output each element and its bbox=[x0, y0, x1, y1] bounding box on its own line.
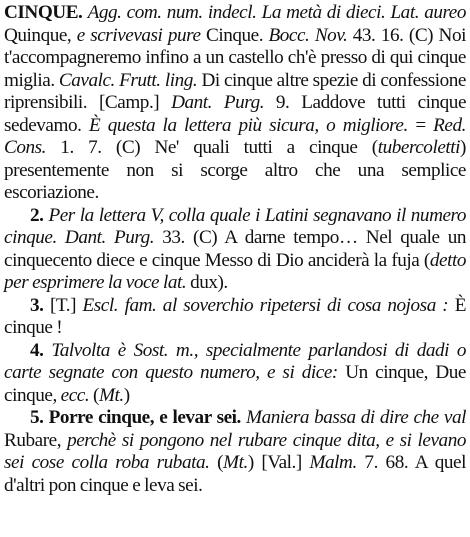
bold-text-run: CINQUE. bbox=[4, 2, 83, 23]
text-run: 33. (C) A darne tempo… Nel quale un cinquecento diece e cinque Messo di Dio anciderà la fuja ( bbox=[4, 227, 466, 271]
text-run: Rubare, bbox=[4, 429, 68, 451]
text-run: Cinque. bbox=[200, 24, 269, 46]
bold-text-run: Porre cinque, e levar sei. bbox=[48, 407, 241, 428]
italic-text-run: Escl. fam. al soverchio ripetersi di cosa nojosa : bbox=[82, 294, 449, 316]
text-run: ) presentemente non si scorge altro che una semplice escoriazione. bbox=[4, 137, 466, 203]
italic-text-run: Maniera bassa di dire che val bbox=[246, 407, 466, 428]
italic-text-run: Per la lettera V, colla quale i Latini segnavano il numero cinque. Dant. Purg. bbox=[4, 204, 466, 248]
text-run: Quinque, bbox=[4, 24, 77, 46]
italic-text-run: Talvolta è Sost. m., specialmente parlandosi di dadi o carte segnate con questo numero, e si dice: bbox=[4, 339, 466, 383]
italic-text-run: Malm. bbox=[309, 452, 357, 473]
entry-sense-4 bbox=[4, 340, 466, 408]
text-run: dux). bbox=[186, 272, 228, 293]
bold-text-run: 3. bbox=[30, 294, 44, 316]
entry-sense-3 bbox=[4, 295, 466, 340]
italic-text-run: tubercoletti bbox=[377, 137, 461, 158]
italic-text-run: Bocc. Nov. bbox=[268, 24, 348, 46]
text-run: 9. Laddove tutti cinque sedevamo. bbox=[4, 92, 467, 136]
text-run: Un cinque, Due cinque, bbox=[4, 362, 466, 406]
italic-text-run: ecc. bbox=[60, 384, 90, 406]
text-run: 7. 68. A quel d'altri pon cinque e leva sei. bbox=[4, 452, 466, 496]
text-run: ( bbox=[209, 452, 224, 473]
italic-text-run: Agg. com. num. indecl. La metà di dieci. Lat. aureo bbox=[87, 2, 466, 23]
text-run: 43. 16. (C) Noi t'accompagneremo infino a un castello ch'è presso di qui cinque miglia. bbox=[4, 24, 466, 91]
text-run: 1. 7. (C) Ne' quali tutti a cinque ( bbox=[46, 137, 378, 158]
bold-text-run: 4. bbox=[30, 339, 44, 361]
italic-text-run: perchè si pongono nel rubare cinque dita, e si levano sei cose colla roba rubata. bbox=[4, 429, 466, 473]
text-run: ( bbox=[89, 384, 99, 406]
italic-text-run: Dant. Purg. bbox=[171, 92, 265, 113]
italic-text-run: Cavalc. Frutt. ling. bbox=[58, 69, 198, 91]
italic-text-run: Mt. bbox=[98, 384, 124, 406]
italic-text-run: Mt. bbox=[223, 452, 248, 473]
entry-sense-5 bbox=[4, 407, 466, 497]
entry-sense-2 bbox=[4, 205, 466, 295]
italic-text-run: È questa la lettera più sicura, o migliore. bbox=[88, 114, 408, 136]
italic-text-run: Red. Cons. bbox=[4, 114, 466, 158]
text-run: = bbox=[407, 114, 434, 136]
entry-headword bbox=[4, 2, 466, 205]
text-run: ) bbox=[123, 384, 130, 406]
text-run: È cinque ! bbox=[4, 294, 467, 338]
italic-text-run: detto per esprimere la voce lat. bbox=[4, 249, 466, 293]
text-run: [T.] bbox=[43, 294, 83, 316]
text-run: Di cinque altre spezie di confessione riprensibili. [Camp.] bbox=[4, 69, 466, 113]
bold-text-run: 2. bbox=[30, 204, 44, 226]
bold-text-run: 5. bbox=[30, 407, 44, 428]
dictionary-page bbox=[4, 2, 466, 497]
text-run: ) [Val.] bbox=[247, 452, 310, 473]
italic-text-run: e scrivevasi pure bbox=[76, 24, 201, 46]
